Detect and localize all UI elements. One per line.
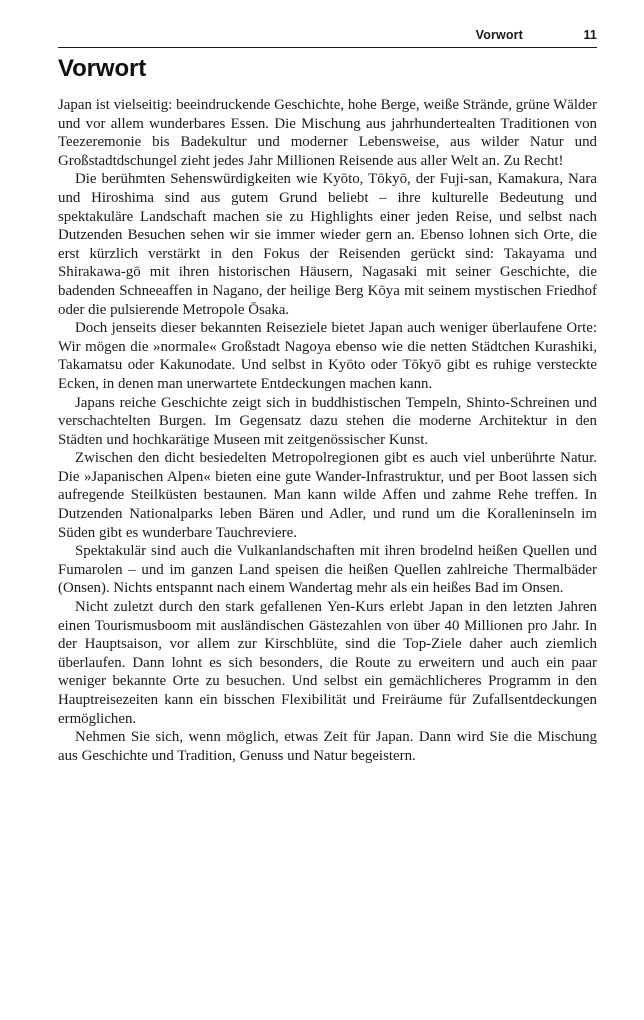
paragraph: Nehmen Sie sich, wenn möglich, etwas Zeit für Japan. Dann wird Sie die Mischung aus Geschichte und Tradition, Genuss und Natur begeistern.	[58, 729, 597, 764]
page-title: Vorwort	[58, 55, 147, 82]
header-divider	[58, 47, 597, 48]
page-number: 11	[583, 28, 597, 42]
paragraph: Die berühmten Sehenswürdigkeiten wie Kyōto, Tōkyō, der Fuji-san, Kamakura, Nara und Hiroshima sind aus gutem Grund beliebt – ihre kulturelle Bedeutung und spektakuläre Landschaft machen sie zu Highlights einer jeden Reise, und selbst nach Dutzenden Besuchen sehen wir sie immer wieder gern an. Ebenso lohnen sich Orte, die erst kürzlich verstärkt in den Fokus der Reisenden gerückt sind: Takayama und Shirakawa-gō mit ihren historischen Häusern, Nagasaki mit seiner Geschichte, die badenden Schneeaffen in Nagano, der heilige Berg Kōya mit seinem mystischen Friedhof oder die pulsierende Metropole Ōsaka.	[58, 171, 597, 318]
paragraph: Doch jenseits dieser bekannten Reiseziele bietet Japan auch weniger überlaufene Orte: Wir mögen die »normale« Großstadt Nagoya ebenso wie die netten Städtchen Kurashiki, Takamatsu oder Kakunodate. Und selbst in Kyōto oder Tōkyō gibt es ruhige versteckte Ecken, in denen man unerwartete Entdeckungen machen kann.	[58, 320, 597, 392]
running-head	[58, 28, 597, 48]
paragraph: Zwischen den dicht besiedelten Metropolregionen gibt es auch viel unberührte Natur. Die »Japanischen Alpen« bieten eine gute Wander-Infrastruktur, und per Boot lassen sich aufregende Steilküsten bestaunen. Man kann wilde Affen und zahme Rehe treffen. In Dutzenden Nationalparks leben Bären und Adler, und rund um die Koralleninseln im Süden gibt es wunderbare Tauchreviere.	[58, 450, 597, 541]
body-text	[58, 96, 597, 765]
paragraph: Spektakulär sind auch die Vulkanlandschaften mit ihren brodelnd heißen Quellen und Fumarolen – und im ganzen Land speisen die heißen Quellen zahlreiche Thermalbäder (Onsen). Nichts entspannt nach einem Wandertag mehr als ein heißes Bad im Onsen.	[58, 543, 597, 597]
paragraph: Japan ist vielseitig: beeindruckende Geschichte, hohe Berge, weiße Strände, grüne Wälder und vor allem wunderbares Essen. Die Mischung aus jahrhundertealten Traditionen von Teezeremonie bis Badekultur und moderner Lebensweise, aus wilder Natur und Großstadtdschungel zieht jedes Jahr Millionen Reisende aus aller Welt an. Zu Recht!	[58, 97, 597, 169]
paragraph: Japans reiche Geschichte zeigt sich in buddhistischen Tempeln, Shinto-Schreinen und verschachtelten Burgen. Im Gegensatz dazu stehen die moderne Architektur in den Städten und hochkarätige Museen mit zeitgenössischer Kunst.	[58, 394, 597, 448]
paragraph: Nicht zuletzt durch den stark gefallenen Yen-Kurs erlebt Japan in den letzten Jahren einen Tourismusboom mit ausländischen Gästezahlen von über 40 Millionen pro Jahr. In der Hauptsaison, vor allem zur Kirschblüte, sind die Top-Ziele daher auch ziemlich überlaufen. Dann lohnt es sich besonders, die Route zu erweitern und auch ein paar weniger bekannte Orte zu besuchen. Und selbst ein gemächlicheres Programm in den Hauptreisezeiten kann ein bisschen Flexibilität und Freiräume für Zufallsentdeckungen ermöglichen.	[58, 599, 597, 727]
running-head-title: Vorwort	[475, 28, 523, 42]
